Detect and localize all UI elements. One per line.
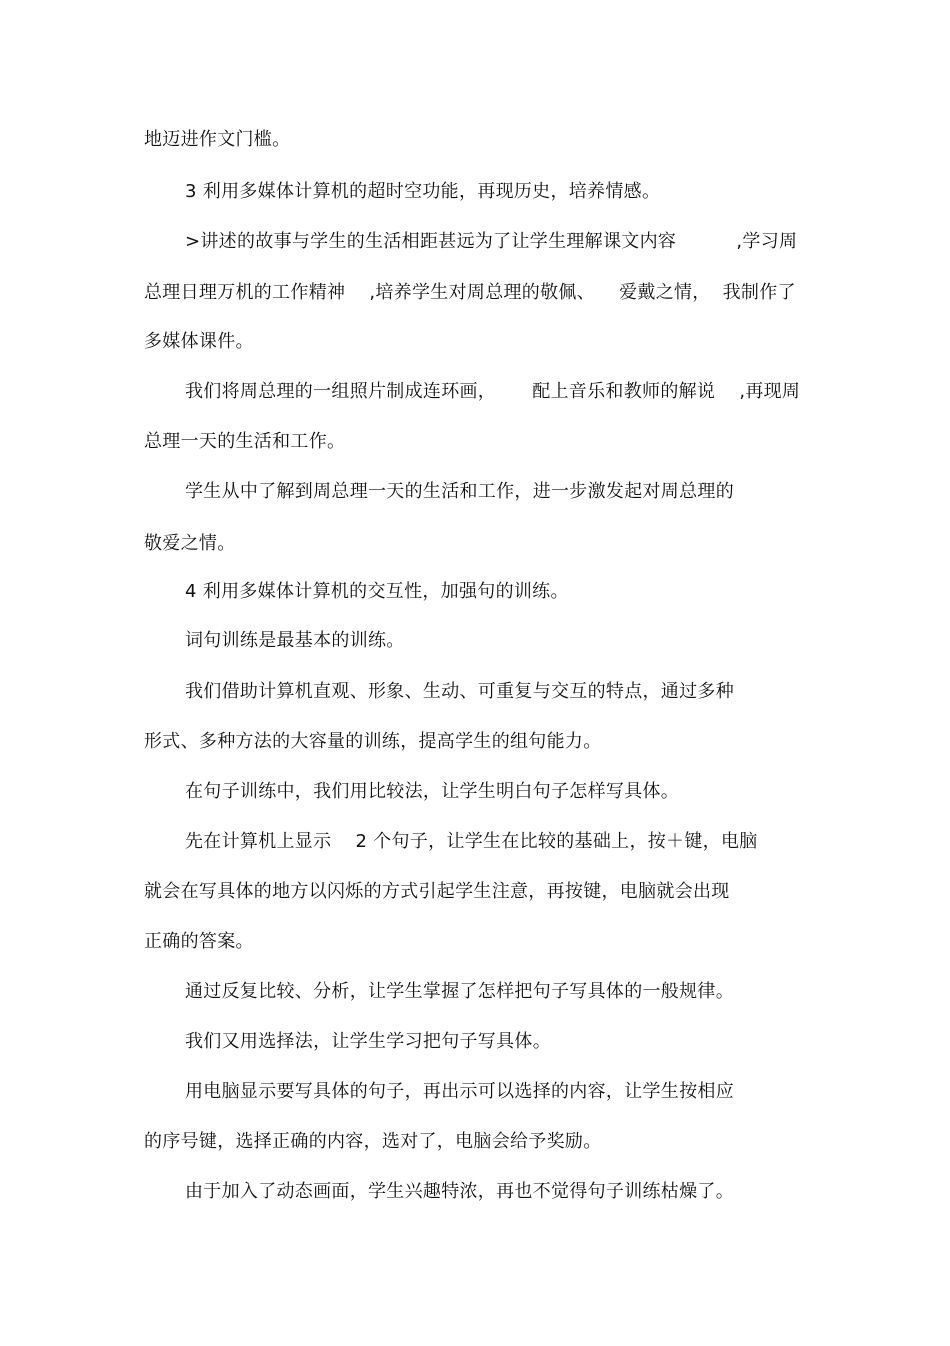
text-line: 我们将周总理的一组照片制成连环画， 配上音乐和教师的解说 ,再现周 [185, 381, 801, 402]
text-line: >讲述的故事与学生的生活相距甚远为了让学生理解课文内容 ,学习周 [185, 231, 798, 252]
text-line: 在句子训练中，我们用比较法，让学生明白句子怎样写具体。 [185, 781, 680, 802]
text-line: 学生从中了解到周总理一天的生活和工作，进一步激发起对周总理的 [185, 481, 734, 502]
text-line: 词句训练是最基本的训练。 [185, 630, 405, 651]
section-heading: 3 利用多媒体计算机的超时空功能，再现历史，培养情感。 [185, 181, 661, 202]
text-line: 由于加入了动态画面，学生兴趣特浓，再也不觉得句子训练枯燥了。 [185, 1181, 734, 1202]
text-line: 就会在写具体的地方以闪烁的方式引起学生注意，再按键，电脑就会出现 [144, 881, 730, 902]
text-line: 的序号键，选择正确的内容，选对了，电脑会给予奖励。 [144, 1131, 602, 1152]
text-line: 地迈进作文门槛。 [144, 129, 291, 150]
text-line: 形式、多种方法的大容量的训练，提高学生的组句能力。 [144, 731, 602, 752]
text-line: 正确的答案。 [144, 931, 254, 952]
section-heading: 4 利用多媒体计算机的交互性，加强句的训练。 [185, 581, 569, 602]
text-line: 总理一天的生活和工作。 [144, 431, 346, 452]
text-line: 通过反复比较、分析，让学生掌握了怎样把句子写具体的一般规律。 [185, 981, 734, 1002]
text-line: 用电脑显示要写具体的句子，再出示可以选择的内容，让学生按相应 [185, 1081, 734, 1102]
text-line: 先在计算机上显示 2 个句子，让学生在比较的基础上，按＋键，电脑 [185, 831, 758, 852]
text-line: 总理日理万机的工作精神 ,培养学生对周总理的敬佩、 爱戴之情， 我制作了 [144, 282, 796, 303]
text-line: 敬爱之情。 [144, 533, 236, 554]
text-line: 多媒体课件。 [144, 331, 254, 352]
text-line: 我们又用选择法，让学生学习把句子写具体。 [185, 1031, 551, 1052]
text-line: 我们借助计算机直观、形象、生动、可重复与交互的特点，通过多种 [185, 681, 734, 702]
